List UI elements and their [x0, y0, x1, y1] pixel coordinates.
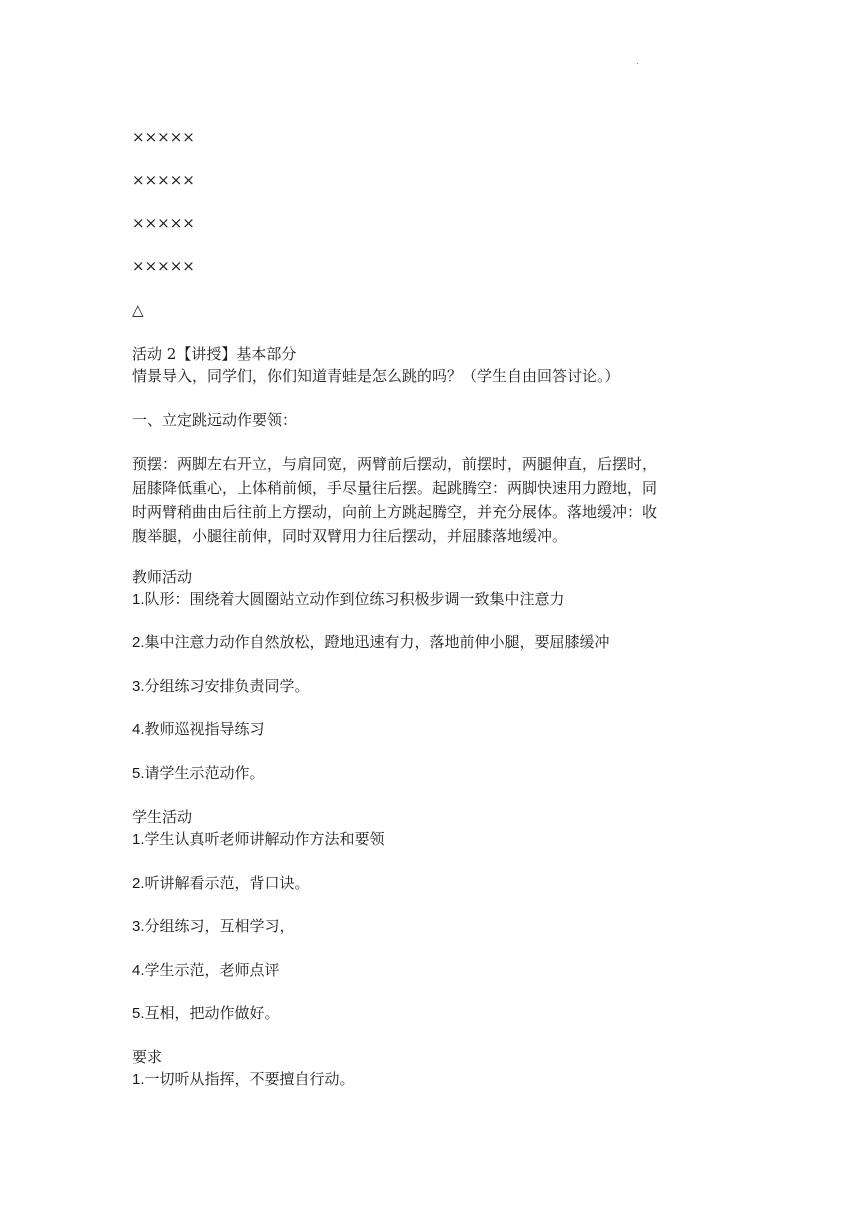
activity-title — [132, 343, 296, 365]
essentials-line: 屈膝降低重心，上体稍前倾，手尽量往后摆。起跳腾空：两脚快速用力蹬地，同 — [132, 479, 658, 497]
activity-title-text: 【讲授】基本部分 — [176, 345, 297, 363]
item-text: 分组练习，互相学习， — [144, 917, 295, 935]
student-item — [132, 915, 295, 938]
item-text: 请学生示范动作。 — [144, 764, 265, 782]
formation-row: ××××× — [132, 128, 195, 146]
item-text: 听讲解看示范，背口诀。 — [144, 874, 310, 892]
teacher-item — [132, 588, 565, 611]
item-number: 4. — [132, 962, 145, 979]
requirement-item — [132, 1068, 355, 1091]
teacher-heading: 教师活动 — [132, 568, 193, 586]
item-number: 2. — [132, 875, 145, 892]
requirements-heading: 要求 — [132, 1048, 163, 1066]
item-text: 集中注意力动作自然放松，蹬地迅速有力，落地前伸小腿，要屈膝缓冲 — [144, 633, 610, 651]
item-text: 互相，把动作做好。 — [144, 1004, 280, 1022]
formation-row: ××××× — [132, 214, 195, 232]
student-item — [132, 872, 310, 895]
item-text: 学生示范，老师点评 — [144, 961, 280, 979]
item-number: 5. — [132, 765, 145, 782]
item-text: 队形：围绕着大圆圈站立动作到位练习积极步调一致集中注意力 — [144, 590, 565, 608]
student-item — [132, 1002, 280, 1025]
item-number: 5. — [132, 1005, 145, 1022]
essentials-line: 腹举腿，小腿往前伸，同时双臂用力往后摆动，并屈膝落地缓冲。 — [132, 527, 568, 545]
item-text: 教师巡视指导练习 — [144, 720, 265, 738]
essentials-line: 时两臂稍曲由后往前上方摆动，向前上方跳起腾空，并充分展体。落地缓冲：收 — [132, 503, 658, 521]
item-text: 学生认真听老师讲解动作方法和要领 — [144, 830, 385, 848]
essentials-line: 预摆：两脚左右开立，与肩同宽，两臂前后摆动，前摆时，两腿伸直，后摆时， — [132, 455, 658, 473]
item-number: 3. — [132, 678, 145, 695]
intro-text: 情景导入，同学们，你们知道青蛙是怎么跳的吗？（学生自由回答讨论。） — [132, 367, 620, 385]
item-number: 1. — [132, 831, 145, 848]
teacher-item — [132, 631, 610, 654]
item-number: 2. — [132, 634, 145, 651]
item-number: 4. — [132, 721, 145, 738]
student-item — [132, 828, 385, 851]
item-number: 1. — [132, 591, 145, 608]
item-text: 一切听从指挥，不要擅自行动。 — [144, 1070, 355, 1088]
formation-row: ××××× — [132, 171, 195, 189]
teacher-item — [132, 675, 310, 698]
item-number: 3. — [132, 918, 145, 935]
formation-row: ××××× — [132, 257, 195, 275]
teacher-item — [132, 762, 265, 785]
item-number: 1. — [132, 1071, 145, 1088]
essentials-heading: 一、立定跳远动作要领： — [132, 411, 298, 429]
teacher-item — [132, 718, 265, 741]
activity-number: 活动 2 — [132, 345, 177, 363]
header-dot: . — [636, 57, 639, 66]
teacher-position-marker: △ — [132, 301, 144, 319]
item-text: 分组练习安排负责同学。 — [144, 677, 310, 695]
student-heading: 学生活动 — [132, 808, 193, 826]
student-item — [132, 959, 280, 982]
